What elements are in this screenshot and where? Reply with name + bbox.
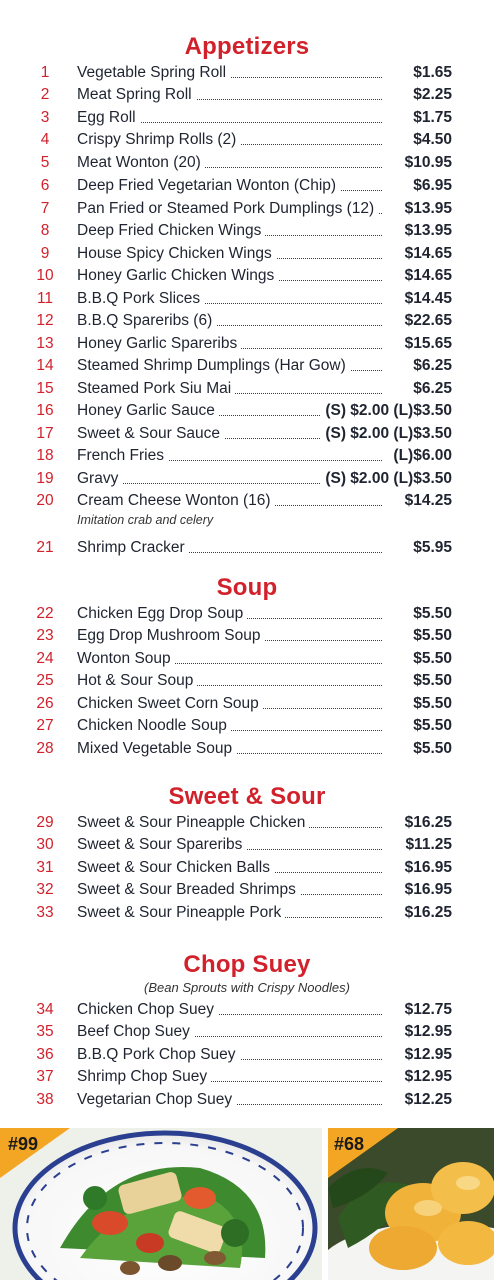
menu-item-row	[0, 999, 494, 1021]
menu-item-row	[0, 152, 494, 174]
menu-item-name: Deep Fried Vegetarian Wonton (Chip)	[77, 175, 340, 197]
menu-item-name: Chicken Noodle Soup	[77, 715, 231, 737]
menu-item-name: Steamed Shrimp Dumplings (Har Gow)	[77, 355, 350, 377]
menu-item-name: Steamed Pork Siu Mai	[77, 378, 235, 400]
menu-item-price: (L)$6.00	[389, 445, 452, 467]
menu-item-price: $12.95	[401, 1044, 452, 1066]
menu-item-row	[0, 333, 494, 355]
menu-item-name: Shrimp Cracker	[77, 537, 189, 559]
menu-item-name: B.B.Q Spareribs (6)	[77, 310, 216, 332]
menu-item-row	[0, 902, 494, 924]
menu-item-name: Honey Garlic Sauce	[77, 400, 219, 422]
menu-item-name: Sweet & Sour Pineapple Pork	[77, 902, 285, 924]
menu-item-name: Pan Fried or Steamed Pork Dumplings (12)	[77, 198, 378, 220]
menu-item-number: 17	[36, 425, 54, 442]
menu-item-price: $13.95	[401, 198, 452, 220]
menu-item-number: 18	[36, 447, 54, 464]
menu-item-number: 3	[40, 109, 50, 126]
menu-item-row	[0, 129, 494, 151]
menu-item-name: Gravy	[77, 468, 122, 490]
menu-item-price: $5.50	[409, 603, 452, 625]
menu-item-number: 29	[36, 814, 54, 831]
menu-item-row	[0, 857, 494, 879]
menu-item-price: $16.25	[401, 812, 452, 834]
menu-item-row	[0, 812, 494, 834]
menu-item-name: B.B.Q Pork Slices	[77, 288, 204, 310]
menu-item-price: $6.25	[409, 355, 452, 377]
menu-item-row	[0, 175, 494, 197]
menu-item-number: 5	[40, 154, 50, 171]
menu-item-row	[0, 310, 494, 332]
menu-item-number: 12	[36, 312, 54, 329]
photo-dish-99	[0, 1128, 322, 1280]
menu-item-number: 35	[36, 1023, 54, 1040]
menu-item-price: $12.75	[401, 999, 452, 1021]
menu-item-number: 15	[36, 380, 54, 397]
menu-item-name: Meat Spring Roll	[77, 84, 196, 106]
menu-item-number: 28	[36, 740, 54, 757]
menu-item-row	[0, 670, 494, 692]
menu-item-number: 20	[36, 492, 54, 509]
menu-item-name: House Spicy Chicken Wings	[77, 243, 276, 265]
menu-item-price: $5.95	[409, 537, 452, 559]
menu-item-price: $5.50	[409, 693, 452, 715]
menu-item-name: B.B.Q Pork Chop Suey	[77, 1044, 240, 1066]
menu-item-price: $14.65	[401, 265, 452, 287]
menu-item-name: Sweet & Sour Spareribs	[77, 834, 246, 856]
menu-item-price: (S) $2.00 (L)$3.50	[321, 423, 452, 445]
menu-item-name: French Fries	[77, 445, 168, 467]
menu-item-row	[0, 378, 494, 400]
menu-item-row	[0, 62, 494, 84]
menu-item-number: 25	[36, 672, 54, 689]
menu-item-price: $5.50	[409, 670, 452, 692]
menu-item-price: $4.50	[409, 129, 452, 151]
menu-item-number: 23	[36, 627, 54, 644]
appetizers-heading: Appetizers	[184, 33, 310, 60]
menu-item-price: $16.25	[401, 902, 452, 924]
menu-item-number: 11	[36, 290, 54, 307]
menu-item-price: $5.50	[409, 738, 452, 760]
menu-item-price: $6.95	[409, 175, 452, 197]
menu-item-number: 8	[40, 222, 50, 239]
menu-item-row	[0, 423, 494, 445]
menu-item-name: Egg Roll	[77, 107, 140, 129]
menu-item-row	[0, 693, 494, 715]
menu-item-price: $14.45	[401, 288, 452, 310]
menu-item-price: $6.25	[409, 378, 452, 400]
menu-item-price: $5.50	[409, 625, 452, 647]
menu-item-row	[0, 738, 494, 760]
menu-item-number: 36	[36, 1046, 54, 1063]
menu-item-price: $5.50	[409, 648, 452, 670]
soup-heading: Soup	[216, 574, 278, 601]
menu-item-number: 32	[36, 881, 54, 898]
menu-item-row	[0, 1089, 494, 1111]
menu-item-note: Imitation crab and celery	[77, 513, 214, 527]
menu-item-number: 13	[36, 335, 54, 352]
menu-item-row	[0, 1044, 494, 1066]
menu-item-price: (S) $2.00 (L)$3.50	[321, 468, 452, 490]
menu-item-name: Hot & Sour Soup	[77, 670, 197, 692]
menu-item-row	[0, 243, 494, 265]
menu-item-name: Honey Garlic Spareribs	[77, 333, 241, 355]
menu-item-price: $22.65	[401, 310, 452, 332]
menu-item-number: 22	[36, 605, 54, 622]
menu-item-row	[0, 198, 494, 220]
menu-item-price: $10.95	[401, 152, 452, 174]
menu-item-row	[0, 220, 494, 242]
menu-item-name: Egg Drop Mushroom Soup	[77, 625, 265, 647]
menu-item-name: Sweet & Sour Chicken Balls	[77, 857, 274, 879]
menu-item-price: $1.65	[409, 62, 452, 84]
menu-item-name: Vegetable Spring Roll	[77, 62, 230, 84]
menu-item-number: 7	[40, 200, 50, 217]
menu-item-name: Mixed Vegetable Soup	[77, 738, 236, 760]
menu-item-row	[0, 1021, 494, 1043]
menu-item-number: 14	[36, 357, 54, 374]
menu-item-row	[0, 265, 494, 287]
menu-item-number: 34	[36, 1001, 54, 1018]
menu-item-row	[0, 1066, 494, 1088]
menu-item-price: $13.95	[401, 220, 452, 242]
menu-item-name: Chicken Chop Suey	[77, 999, 218, 1021]
menu-item-row	[0, 537, 494, 559]
menu-item-number: 30	[36, 836, 54, 853]
menu-item-number: 4	[40, 131, 50, 148]
menu-item-number: 33	[36, 904, 54, 921]
sweet-sour-heading: Sweet & Sour	[168, 783, 326, 810]
menu-item-name: Sweet & Sour Sauce	[77, 423, 224, 445]
menu-item-number: 19	[36, 470, 54, 487]
menu-item-number: 27	[36, 717, 54, 734]
chop-suey-heading: Chop Suey	[183, 951, 311, 978]
menu-item-name: Sweet & Sour Pineapple Chicken	[77, 812, 309, 834]
menu-item-row	[0, 879, 494, 901]
menu-item-row	[0, 648, 494, 670]
menu-item-price: $2.25	[409, 84, 452, 106]
menu-item-name: Honey Garlic Chicken Wings	[77, 265, 278, 287]
menu-item-row	[0, 355, 494, 377]
menu-item-number: 24	[36, 650, 54, 667]
menu-item-row	[0, 468, 494, 490]
menu-item-number: 1	[40, 64, 50, 81]
menu-item-name: Deep Fried Chicken Wings	[77, 220, 265, 242]
menu-item-number: 16	[36, 402, 54, 419]
menu-item-price: $15.65	[401, 333, 452, 355]
menu-item-name: Chicken Egg Drop Soup	[77, 603, 247, 625]
photo-dish-68	[328, 1128, 494, 1280]
chop-suey-subtitle: (Bean Sprouts with Crispy Noodles)	[144, 980, 350, 995]
menu-item-number: 38	[36, 1091, 54, 1108]
menu-item-row	[0, 84, 494, 106]
menu-item-number: 21	[36, 539, 54, 556]
menu-item-name: Vegetarian Chop Suey	[77, 1089, 236, 1111]
menu-item-number: 6	[40, 177, 50, 194]
menu-item-number: 31	[36, 859, 54, 876]
menu-item-name: Shrimp Chop Suey	[77, 1066, 211, 1088]
menu-item-price: $12.95	[401, 1021, 452, 1043]
menu-item-price: (S) $2.00 (L)$3.50	[321, 400, 452, 422]
menu-item-price: $16.95	[401, 879, 452, 901]
menu-item-price: $12.95	[401, 1066, 452, 1088]
menu-item-row	[0, 834, 494, 856]
menu-item-row	[0, 107, 494, 129]
menu-item-name: Beef Chop Suey	[77, 1021, 194, 1043]
menu-item-price: $14.65	[401, 243, 452, 265]
menu-item-name: Sweet & Sour Breaded Shrimps	[77, 879, 300, 901]
menu-item-price: $1.75	[409, 107, 452, 129]
menu-item-number: 26	[36, 695, 54, 712]
menu-item-number: 10	[36, 267, 54, 284]
menu-item-price: $5.50	[409, 715, 452, 737]
menu-item-name: Cream Cheese Wonton (16)	[77, 490, 275, 512]
menu-item-price: $16.95	[401, 857, 452, 879]
menu-item-row	[0, 603, 494, 625]
menu-item-number: 37	[36, 1068, 54, 1085]
menu-item-number: 9	[40, 245, 50, 262]
photo-badge-68: #68	[334, 1134, 365, 1154]
menu-item-number: 2	[40, 86, 50, 103]
photo-badge-99: #99	[8, 1134, 39, 1154]
menu-item-row	[0, 625, 494, 647]
menu-item-row	[0, 715, 494, 737]
menu-item-price: $14.25	[401, 490, 452, 512]
menu-item-name: Wonton Soup	[77, 648, 175, 670]
menu-item-row	[0, 400, 494, 422]
menu-item-name: Meat Wonton (20)	[77, 152, 205, 174]
menu-item-row	[0, 445, 494, 467]
menu-item-row	[0, 490, 494, 527]
menu-item-price: $12.25	[401, 1089, 452, 1111]
menu-item-row	[0, 288, 494, 310]
menu-item-price: $11.25	[401, 834, 452, 856]
menu-item-name: Crispy Shrimp Rolls (2)	[77, 129, 240, 151]
menu-item-name: Chicken Sweet Corn Soup	[77, 693, 263, 715]
